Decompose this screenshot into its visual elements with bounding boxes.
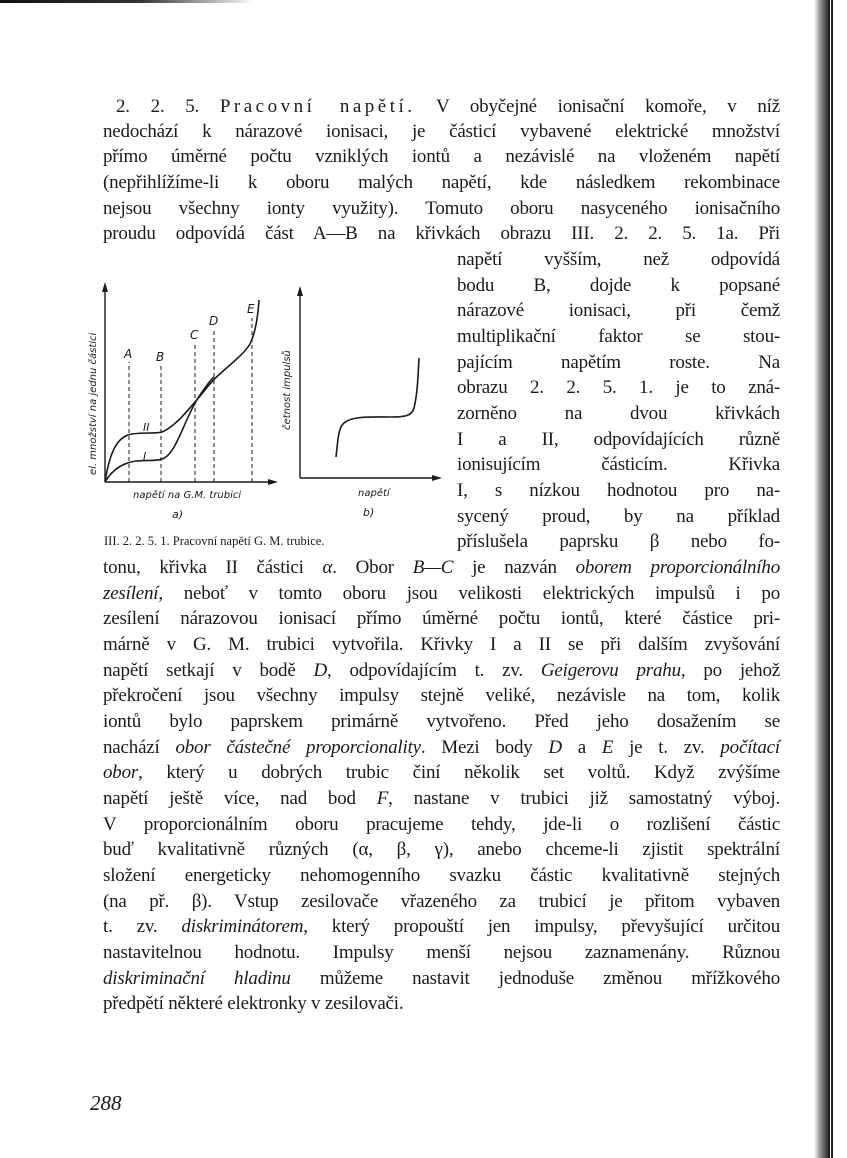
panel-b-labels [281,350,391,519]
text-line: nejsou všechny ionty využity). Tomuto oboru nasyceného ionisačního [103,198,780,219]
text-line: nedochází k nárazové ionisaci, je částicí vybavené elektrické množství [103,121,780,142]
panel-b [297,286,442,481]
text-line: zesílení nárazovou ionisací přímo úměrné počtu iontů, které částice pri- [103,608,780,629]
text-line: nachází obor částečné proporcionality. Mezi body D a E je t. zv. počítací [103,737,780,758]
point-label-a: A [124,347,133,361]
text-line: (na př. β). Vstup zesilovače vřazeného za trubicí je přitom vybaven [103,891,780,912]
text-line: obrazu 2. 2. 5. 1. je to zná- [457,377,780,398]
panel-a-label: a) [172,508,184,521]
text-line: složení energeticky nehomogenního svazku částic kvalitativně stejných [103,865,780,886]
text-line: přímo úměrné počtu vzniklých iontů a nezávislé na vloženém napětí [103,146,780,167]
text-line: zorněno na dvou křivkách [457,403,780,424]
text-line: I a II, odpovídajících různě [457,429,780,450]
point-label-c: C [190,328,199,342]
point-label-d: D [209,314,219,328]
panel-b-xlabel: napětí [358,488,390,499]
curve-label-ii: II [143,421,150,434]
page-number: 288 [90,1091,122,1115]
text-line: tonu, křivka II částici α. Obor B—C je nazván oborem proporcionálního [103,557,781,578]
panel-a-labels [87,302,255,521]
text-line: nastavitelnou hodnotu. Impulsy menší nejsou zaznamenány. Různou [103,942,780,963]
text-line: nárazové ionisaci, při čemž [457,300,780,321]
panel-a-xlabel: napětí na G.M. trubici [133,490,242,501]
text-line: příslušela paprsku β nebo fo- [457,531,780,552]
text-line: ionisujícím částicím. Křivka [457,454,780,475]
text-line: márně v G. M. trubici vytvořila. Křivky I a II se při dalším zvyšování [103,634,780,655]
text-line: bodu B, dojde k popsané [457,275,780,296]
scan-top-edge-shadow [0,0,255,3]
text-line: překročení jsou všechny impulsy stejně veliké, nezávisle na tom, kolik [103,685,780,706]
text-line: napětí vyšším, než odpovídá [457,249,780,270]
text-line: napětí ještě více, nad bod F, nastane v trubici již samostatný výboj. [103,788,780,809]
text-line: obor, který u dobrých trubic činí několik set voltů. Když zvýšíme [103,762,780,783]
section-title: Pracovní napětí. [219,96,416,117]
panel-b-label: b) [363,506,375,519]
text-fragment: V obyčejné ionisační komoře, v níž [435,96,780,117]
section-number: 2. 2. 5. [116,96,200,117]
curve-label-i: I [143,450,147,463]
text-line: zesílení, neboť v tomto oboru jsou velikosti elektrických impulsů i po [103,583,780,604]
panel-a-ylabel: el. množství na jednu částici [88,332,99,475]
scan-binding-shadow [814,0,830,1158]
text-line: předpětí některé elektronky v zesilovači. [103,993,404,1014]
text-line: I, s nízkou hodnotou pro na- [457,480,780,501]
text-line: proudu odpovídá část A—B na křivkách obrazu III. 2. 2. 5. 1a. Při [103,223,780,244]
text-line: multiplikační faktor se stou- [457,326,780,347]
text-line: (nepřihlížíme-li k oboru malých napětí, kde následkem rekombinace [103,172,780,193]
point-label-e: E [247,302,255,316]
text-line: diskriminační hladinu můžeme nastavit jednoduše změnou mřížkového [103,968,780,989]
figure-working-voltage [80,270,452,535]
panel-b-ylabel: četnost impulsů [282,350,293,430]
text-line: sycený proud, by na příklad [457,506,780,527]
text-line: pajícím napětím roste. Na [457,352,780,373]
figure-caption: III. 2. 2. 5. 1. Pracovní napětí G. M. trubice. [104,534,325,548]
text-line [116,94,780,119]
text-line: V proporcionálním oboru pracujeme tehdy, jde-li o rozlišení částic [103,814,780,835]
text-line: iontů bylo paprskem primárně vytvořeno. Před jeho dosažením se [103,711,780,732]
text-line: napětí setkají v bodě D, odpovídajícím t. zv. Geigerovu prahu, po jehož [103,660,780,681]
scan-binding-edge [831,0,833,1158]
text-line: buď kvalitativně různých (α, β, γ), anebo chceme-li zjistit spektrální [103,839,780,860]
point-label-b: B [156,350,165,364]
text-line: t. zv. diskriminátorem, který propouští jen impulsy, převyšující určitou [103,916,780,937]
